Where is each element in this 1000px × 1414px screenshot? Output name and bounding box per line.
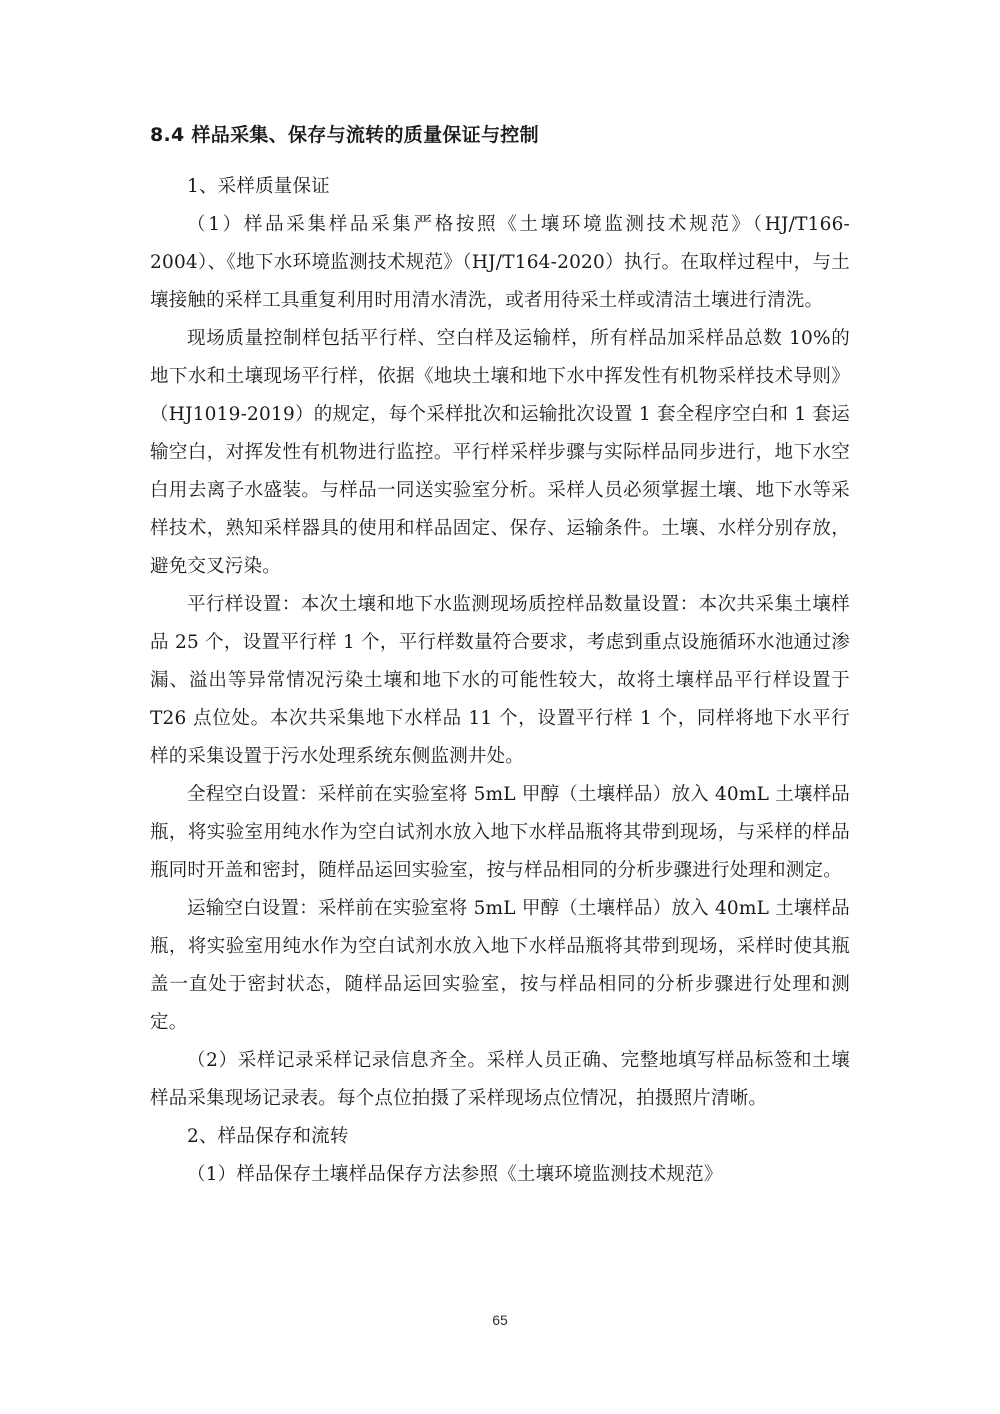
section-heading: 8.4 样品采集、保存与流转的质量保证与控制 xyxy=(150,124,539,146)
paragraph-transport-blank: 运输空白设置：采样前在实验室将 5mL 甲醇（土壤样品）放入 40mL 土壤样品瓶，将实验室用纯水作为空白试剂水放入地下水样品瓶将其带到现场，采样时使其瓶盖一直处于密封状态，随样品运回实验室，按与样品相同的分析步骤进行处理和测定。 xyxy=(150,898,850,1033)
paragraph-full-blank: 全程空白设置：采样前在实验室将 5mL 甲醇（土壤样品）放入 40mL 土壤样品瓶，将实验室用纯水作为空白试剂水放入地下水样品瓶将其带到现场，与采样的样品瓶同时开盖和密封，随样品运回实验室，按与样品相同的分析步骤进行处理和测定。 xyxy=(150,784,850,881)
paragraph-sampling-records: （2）采样记录采样记录信息齐全。采样人员正确、完整地填写样品标签和土壤样品采集现场记录表。每个点位拍摄了采样现场点位情况，拍摄照片清晰。 xyxy=(150,1050,850,1109)
paragraph-sample-storage: （1）样品保存土壤样品保存方法参照《土壤环境监测技术规范》 xyxy=(187,1164,723,1185)
paragraph-field-qc-samples: 现场质量控制样包括平行样、空白样及运输样，所有样品加采样品总数 10%的地下水和土壤现场平行样，依据《地块土壤和地下水中挥发性有机物采样技术导则》（HJ1019-2019）的规定，每个采样批次和运输批次设置 1 套全程序空白和 1 套运输空白，对挥发性有机物进行监控。平行样采样步骤与实际样品同步进行，地下水空白用去离子水盛装。与样品一同送实验室分析。采样人员必须掌握土壤、地下水等采样技术，熟知采样器具的使用和样品固定、保存、运输条件。土壤、水样分别存放，避免交叉污染。 xyxy=(150,328,850,577)
page-number: 65 xyxy=(492,1312,508,1328)
body-text xyxy=(150,168,850,1194)
subsection-title-sampling-qa: 1、采样质量保证 xyxy=(187,176,330,197)
paragraph-sample-collection: （1）样品采集样品采集严格按照《土壤环境监测技术规范》（HJ/T166-2004）、《地下水环境监测技术规范》（HJ/T164-2020）执行。在取样过程中，与土壤接触的采样工具重复利用时用清水清洗，或者用待采土样或清洁土壤进行清洗。 xyxy=(150,214,850,311)
paragraph-parallel-samples: 平行样设置：本次土壤和地下水监测现场质控样品数量设置：本次共采集土壤样品 25 个，设置平行样 1 个，平行样数量符合要求，考虑到重点设施循环水池通过渗漏、溢出等异常情况污染土壤和地下水的可能性较大，故将土壤样品平行样设置于 T26 点位处。本次共采集地下水样品 11 个，设置平行样 1 个，同样将地下水平行样的采集设置于污水处理系统东侧监测井处。 xyxy=(150,594,850,767)
subsection-title-storage: 2、样品保存和流转 xyxy=(187,1126,349,1147)
